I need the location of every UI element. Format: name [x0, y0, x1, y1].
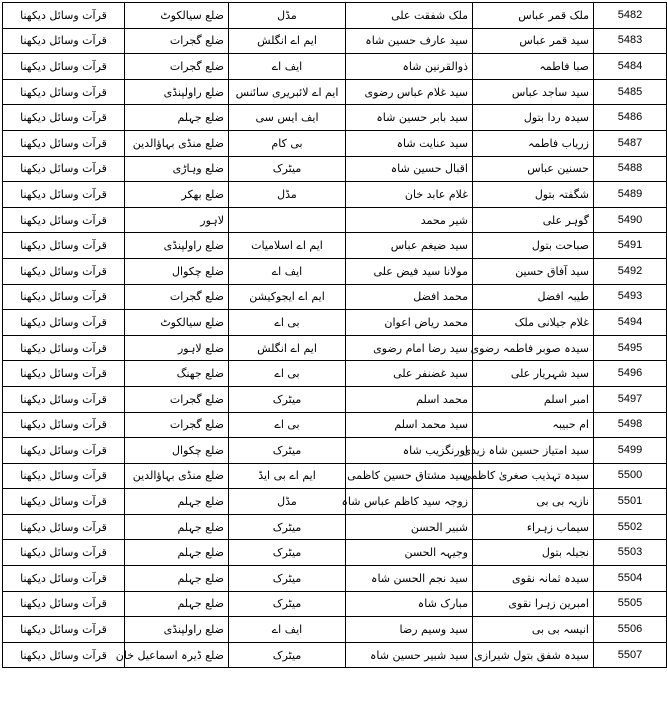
district-cell: ضلع بھکر [125, 182, 229, 208]
father-name-cell: سید محمد اسلم [346, 412, 473, 438]
qualification-cell: مڈل [229, 489, 346, 515]
district-cell: ضلع جہلم [125, 566, 229, 592]
purpose-cell: قرآت وسائل دیکھنا [3, 438, 125, 464]
member-name-cell: سیدہ صوبر فاطمہ رضوی [473, 335, 594, 361]
purpose-cell: قرآت وسائل دیکھنا [3, 335, 125, 361]
father-name-cell: اورنگزیب شاہ [346, 438, 473, 464]
father-name-cell: سید غضنفر علی [346, 361, 473, 387]
purpose-cell: قرآت وسائل دیکھنا [3, 182, 125, 208]
father-name-cell: شیر محمد [346, 207, 473, 233]
purpose-cell: قرآت وسائل دیکھنا [3, 463, 125, 489]
district-cell: ضلع سیالکوٹ [125, 3, 229, 29]
serial-number-cell: 5483 [594, 28, 667, 54]
table-row [3, 105, 667, 131]
district-cell: ضلع جہلم [125, 105, 229, 131]
qualification-cell: ایف اے [229, 617, 346, 643]
table-row [3, 335, 667, 361]
qualification-cell: ایم اے لائبریری سائنس [229, 79, 346, 105]
member-name-cell: سیدہ شفق بتول شیرازی [473, 642, 594, 668]
table-row [3, 182, 667, 208]
district-cell: ضلع لاہور [125, 335, 229, 361]
table-row [3, 284, 667, 310]
serial-number-cell: 5490 [594, 207, 667, 233]
father-name-cell: اقبال حسین شاہ [346, 156, 473, 182]
qualification-cell: میٹرک [229, 438, 346, 464]
serial-number-cell: 5497 [594, 386, 667, 412]
purpose-cell: قرآت وسائل دیکھنا [3, 156, 125, 182]
member-name-cell: صبا فاطمہ [473, 54, 594, 80]
member-name-cell: سیدہ ثمانہ نقوی [473, 566, 594, 592]
qualification-cell: میٹرک [229, 386, 346, 412]
father-name-cell: سید عارف حسین شاہ [346, 28, 473, 54]
member-name-cell: سید آفاق حسین [473, 258, 594, 284]
member-name-cell: امبرین زہرا نقوی [473, 591, 594, 617]
qualification-cell: ایف ایس سی [229, 105, 346, 131]
member-name-cell: سید امتیاز حسین شاہ زیدی [473, 438, 594, 464]
table-row [3, 642, 667, 668]
qualification-cell: ایم اے انگلش [229, 335, 346, 361]
district-cell: ضلع راولپنڈی [125, 617, 229, 643]
father-name-cell: محمد افضل [346, 284, 473, 310]
district-cell: ضلع گجرات [125, 386, 229, 412]
father-name-cell: سید بابر حسین شاہ [346, 105, 473, 131]
member-name-cell: طیبہ افضل [473, 284, 594, 310]
district-cell: ضلع چکوال [125, 438, 229, 464]
member-name-cell: سید شہریار علی [473, 361, 594, 387]
district-cell: ضلع ڈیرہ اسماعیل خان [125, 642, 229, 668]
serial-number-cell: 5505 [594, 591, 667, 617]
qualification-cell: ایف اے [229, 54, 346, 80]
member-name-cell: نازیہ بی بی [473, 489, 594, 515]
table-row [3, 438, 667, 464]
member-name-cell: ام حبیبہ [473, 412, 594, 438]
table-row [3, 463, 667, 489]
purpose-cell: قرآت وسائل دیکھنا [3, 284, 125, 310]
purpose-cell: قرآت وسائل دیکھنا [3, 233, 125, 259]
qualification-cell: میٹرک [229, 156, 346, 182]
table-row [3, 28, 667, 54]
father-name-cell: ذوالقرنین شاہ [346, 54, 473, 80]
district-cell: ضلع سیالکوٹ [125, 310, 229, 336]
table-row [3, 79, 667, 105]
qualification-cell: میٹرک [229, 514, 346, 540]
district-cell: ضلع چکوال [125, 258, 229, 284]
qualification-cell: ایف اے [229, 258, 346, 284]
father-name-cell: غلام عابد خان [346, 182, 473, 208]
district-cell: ضلع جہلم [125, 514, 229, 540]
table-row [3, 540, 667, 566]
purpose-cell: قرآت وسائل دیکھنا [3, 79, 125, 105]
table-row [3, 412, 667, 438]
serial-number-cell: 5495 [594, 335, 667, 361]
purpose-cell: قرآت وسائل دیکھنا [3, 489, 125, 515]
qualification-cell: بی کام [229, 130, 346, 156]
qualification-cell: بی اے [229, 361, 346, 387]
purpose-cell: قرآت وسائل دیکھنا [3, 130, 125, 156]
serial-number-cell: 5491 [594, 233, 667, 259]
qualification-cell: ایم اے بی ایڈ [229, 463, 346, 489]
purpose-cell: قرآت وسائل دیکھنا [3, 54, 125, 80]
father-name-cell: مولانا سید فیض علی [346, 258, 473, 284]
qualification-cell [229, 207, 346, 233]
father-name-cell: زوجہ سید کاظم عباس شاہ [346, 489, 473, 515]
purpose-cell: قرآت وسائل دیکھنا [3, 617, 125, 643]
serial-number-cell: 5507 [594, 642, 667, 668]
qualification-cell: ایم اے اسلامیات [229, 233, 346, 259]
district-cell: ضلع جھنگ [125, 361, 229, 387]
serial-number-cell: 5482 [594, 3, 667, 29]
member-name-cell: گوہر علی [473, 207, 594, 233]
member-name-cell: سیدہ تہذیب صغریٰ کاظمی [473, 463, 594, 489]
purpose-cell: قرآت وسائل دیکھنا [3, 28, 125, 54]
member-name-cell: سیدہ ردا بتول [473, 105, 594, 131]
district-cell: ضلع جہلم [125, 540, 229, 566]
table-row [3, 386, 667, 412]
qualification-cell: ایم اے ایجوکیشن [229, 284, 346, 310]
member-name-cell: نجیلہ بتول [473, 540, 594, 566]
qualification-cell: میٹرک [229, 566, 346, 592]
qualification-cell: بی اے [229, 412, 346, 438]
father-name-cell: محمد اسلم [346, 386, 473, 412]
serial-number-cell: 5493 [594, 284, 667, 310]
member-name-cell: سید ساجد عباس [473, 79, 594, 105]
district-cell: ضلع منڈی بہاؤالدین [125, 130, 229, 156]
table-row [3, 361, 667, 387]
purpose-cell: قرآت وسائل دیکھنا [3, 258, 125, 284]
district-cell: ضلع گجرات [125, 284, 229, 310]
district-cell: ضلع گجرات [125, 28, 229, 54]
table-row [3, 617, 667, 643]
serial-number-cell: 5500 [594, 463, 667, 489]
father-name-cell: سید مشتاق حسین کاظمی [346, 463, 473, 489]
qualification-cell: بی اے [229, 310, 346, 336]
district-cell: ضلع جہلم [125, 591, 229, 617]
table-row [3, 258, 667, 284]
purpose-cell: قرآت وسائل دیکھنا [3, 207, 125, 233]
father-name-cell: سید غلام عباس رضوی [346, 79, 473, 105]
district-cell: ضلع وہاڑی [125, 156, 229, 182]
district-cell: ضلع گجرات [125, 54, 229, 80]
purpose-cell: قرآت وسائل دیکھنا [3, 310, 125, 336]
table-row [3, 233, 667, 259]
purpose-cell: قرآت وسائل دیکھنا [3, 540, 125, 566]
serial-number-cell: 5499 [594, 438, 667, 464]
father-name-cell: سید وسیم رضا [346, 617, 473, 643]
member-name-cell: حسنین عباس [473, 156, 594, 182]
qualification-cell: میٹرک [229, 642, 346, 668]
member-name-cell: ملک قمر عباس [473, 3, 594, 29]
father-name-cell: سید عنایت شاہ [346, 130, 473, 156]
member-name-cell: امبر اسلم [473, 386, 594, 412]
qualification-cell: مڈل [229, 182, 346, 208]
father-name-cell: سید نجم الحسن شاہ [346, 566, 473, 592]
father-name-cell: شبیر الحسن [346, 514, 473, 540]
serial-number-cell: 5506 [594, 617, 667, 643]
purpose-cell: قرآت وسائل دیکھنا [3, 3, 125, 29]
qualification-cell: میٹرک [229, 591, 346, 617]
table-row [3, 207, 667, 233]
purpose-cell: قرآت وسائل دیکھنا [3, 514, 125, 540]
serial-number-cell: 5502 [594, 514, 667, 540]
table-row [3, 514, 667, 540]
serial-number-cell: 5484 [594, 54, 667, 80]
member-name-cell: صباحت بتول [473, 233, 594, 259]
purpose-cell: قرآت وسائل دیکھنا [3, 105, 125, 131]
table-row [3, 310, 667, 336]
qualification-cell: میٹرک [229, 540, 346, 566]
district-cell: لاہور [125, 207, 229, 233]
register-rows [3, 3, 667, 668]
member-name-cell: زریاب فاطمہ [473, 130, 594, 156]
serial-number-cell: 5503 [594, 540, 667, 566]
table-row [3, 489, 667, 515]
father-name-cell: سید رضا امام رضوی [346, 335, 473, 361]
district-cell: ضلع جہلم [125, 489, 229, 515]
purpose-cell: قرآت وسائل دیکھنا [3, 591, 125, 617]
qualification-cell: ایم اے انگلش [229, 28, 346, 54]
purpose-cell: قرآت وسائل دیکھنا [3, 566, 125, 592]
purpose-cell: قرآت وسائل دیکھنا [3, 386, 125, 412]
district-cell: ضلع راولپنڈی [125, 79, 229, 105]
serial-number-cell: 5492 [594, 258, 667, 284]
table-row [3, 566, 667, 592]
purpose-cell: قرآت وسائل دیکھنا [3, 361, 125, 387]
table-row [3, 156, 667, 182]
member-name-cell: سیماب زہراء [473, 514, 594, 540]
purpose-cell: قرآت وسائل دیکھنا [3, 642, 125, 668]
father-name-cell: سید ضیغم عباس [346, 233, 473, 259]
serial-number-cell: 5504 [594, 566, 667, 592]
serial-number-cell: 5496 [594, 361, 667, 387]
father-name-cell: وجیہہ الحسن [346, 540, 473, 566]
qualification-cell: مڈل [229, 3, 346, 29]
member-name-cell: انیسہ بی بی [473, 617, 594, 643]
member-name-cell: سید قمر عباس [473, 28, 594, 54]
table-row [3, 591, 667, 617]
serial-number-cell: 5487 [594, 130, 667, 156]
table-row [3, 3, 667, 29]
table-row [3, 54, 667, 80]
serial-number-cell: 5501 [594, 489, 667, 515]
serial-number-cell: 5488 [594, 156, 667, 182]
member-name-cell: شگفتہ بتول [473, 182, 594, 208]
father-name-cell: سید شبیر حسین شاہ [346, 642, 473, 668]
district-cell: ضلع منڈی بہاؤالدین [125, 463, 229, 489]
member-name-cell: غلام جیلانی ملک [473, 310, 594, 336]
serial-number-cell: 5498 [594, 412, 667, 438]
serial-number-cell: 5494 [594, 310, 667, 336]
serial-number-cell: 5485 [594, 79, 667, 105]
table-row [3, 130, 667, 156]
father-name-cell: محمد ریاض اعوان [346, 310, 473, 336]
register-table [2, 2, 667, 668]
district-cell: ضلع گجرات [125, 412, 229, 438]
father-name-cell: ملک شفقت علی [346, 3, 473, 29]
father-name-cell: مبارک شاہ [346, 591, 473, 617]
serial-number-cell: 5489 [594, 182, 667, 208]
serial-number-cell: 5486 [594, 105, 667, 131]
purpose-cell: قرآت وسائل دیکھنا [3, 412, 125, 438]
district-cell: ضلع راولپنڈی [125, 233, 229, 259]
